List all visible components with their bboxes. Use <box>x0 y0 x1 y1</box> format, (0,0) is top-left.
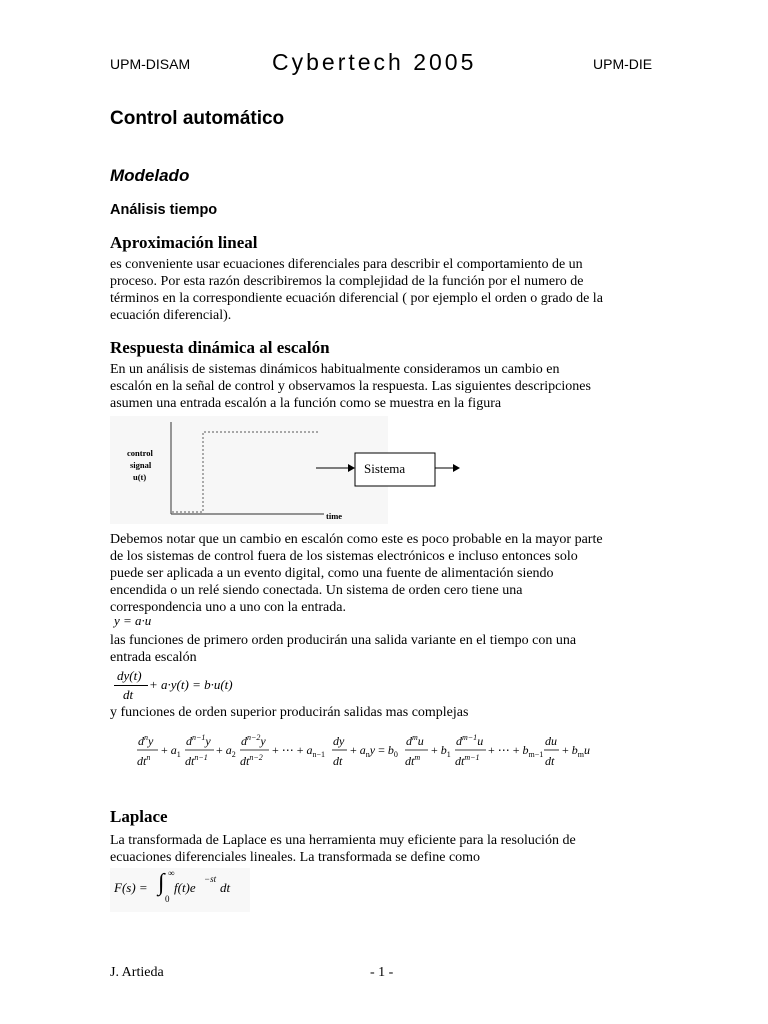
laplace-dt: dt <box>220 880 231 895</box>
text-line: correspondencia uno a uno con la entrada. <box>110 600 346 615</box>
laplace-heading: Laplace <box>110 807 168 826</box>
laplace-paragraph <box>110 832 658 866</box>
eq-term: $dt^m$ <box>405 753 421 768</box>
text-line: puede ser aplicada a un evento digital, como una fuente de alimentación siendo <box>110 566 554 581</box>
text-line: de los sistemas de control fuera de los sistemas electrónicos e incluso entonces solo <box>110 549 578 564</box>
text-line: La transformada de Laplace es una herramienta muy eficiente para la resolución de <box>110 833 576 848</box>
equation-laplace <box>110 868 250 912</box>
eq-first-denominator: dt <box>123 687 134 702</box>
eq-term: $dt^{n-1}$ <box>185 753 208 768</box>
text-line: proceso. Por esta razón describiremos la complejidad de la función por el numero de <box>110 274 584 289</box>
text-line: ecuaciones diferenciales lineales. La transformada se define como <box>110 850 481 865</box>
text-line: encendida o un relé siendo conectada. Un sistema de orden cero tiene una <box>110 583 523 598</box>
text-line: En un análisis de sistemas dinámicos habitualmente consideramos un cambio en <box>110 362 560 377</box>
eq-term: $d^mu$ <box>406 733 424 748</box>
laplace-lhs: F(s) = <box>114 880 148 895</box>
text-line: asumen una entrada escalón a la función como se muestra en la figura <box>110 396 502 411</box>
eq-term: + $a_2$ <box>216 743 236 759</box>
equation-zero-order: y = a·u <box>114 613 152 628</box>
output-arrowhead <box>453 464 460 472</box>
header-left: UPM-DISAM <box>110 56 191 72</box>
first-order-paragraph <box>110 632 658 666</box>
text-line: escalón en la señal de control y observamos la respuesta. Las siguientes descripciones <box>110 379 591 394</box>
ylabel-line-1: control <box>127 448 153 458</box>
integral-sign: ∫ <box>158 870 165 896</box>
eq-term: $d^{m-1}u$ <box>456 733 484 748</box>
text-line: las funciones de primero orden producirán una salida variante en el tiempo con una <box>110 633 577 648</box>
text-line: es conveniente usar ecuaciones diferenciales para describir el comportamiento de un <box>110 257 583 272</box>
ylabel-line-2: signal <box>130 460 152 470</box>
header-title: Cybertech 2005 <box>272 49 477 75</box>
eq-term: du <box>545 734 557 748</box>
header-right: UPM-DIE <box>593 56 653 72</box>
eq-term: dy <box>333 734 345 748</box>
xlabel: time <box>326 511 343 521</box>
equation-first-order <box>114 668 254 702</box>
step-response-figure <box>110 416 470 524</box>
eq-term: + ⋯ + $b_{m-1}$ <box>488 743 544 759</box>
body2-paragraph <box>110 531 658 616</box>
ylabel-line-3: u(t) <box>133 472 147 482</box>
higher-order-paragraph <box>110 704 658 721</box>
laplace-body: f(t)e <box>174 880 196 895</box>
aprox-paragraph <box>110 256 658 324</box>
integral-lower: 0 <box>165 894 170 904</box>
text-line: términos en la correspondiente ecuación diferencial ( por ejemplo el orden o grado de la <box>110 291 603 306</box>
system-label: Sistema <box>364 461 406 476</box>
eq-term: $d^{n-1}y$ <box>186 733 211 748</box>
eq-first-numerator: dy(t) <box>117 668 142 683</box>
text-line: Debemos notar que un cambio en escalón como este es poco probable en la mayor parte <box>110 532 603 547</box>
aprox-heading: Aproximación lineal <box>110 233 258 252</box>
eq-term: $d^ny$ <box>138 733 154 748</box>
laplace-exponent: −st <box>204 874 217 884</box>
footer-author: J. Artieda <box>110 965 164 980</box>
eq-first-rest: + a·y(t) = b·u(t) <box>149 677 233 692</box>
respuesta-paragraph <box>110 361 658 412</box>
section-heading: Modelado <box>110 166 190 185</box>
text-line: entrada escalón <box>110 650 197 665</box>
text-line: ecuación diferencial). <box>110 308 232 323</box>
respuesta-heading: Respuesta dinámica al escalón <box>110 338 330 357</box>
eq-term: $dt^n$ <box>137 753 151 768</box>
eq-term: + $b_1$ <box>431 743 451 759</box>
fraction-bar <box>114 685 148 686</box>
subsection-heading: Análisis tiempo <box>110 202 218 218</box>
eq-term: $d^{n-2}y$ <box>241 733 266 748</box>
eq-term: + $b_mu$ <box>562 743 591 759</box>
equation-higher-order <box>134 732 604 772</box>
page-title: Control automático <box>110 108 285 129</box>
text-line: y funciones de orden superior producirán salidas mas complejas <box>110 705 469 720</box>
page-number: - 1 - <box>370 965 394 980</box>
eq-term: + ⋯ + $a_{n-1}$ <box>272 743 326 759</box>
eq-term: dt <box>333 754 343 768</box>
integral-upper: ∞ <box>168 868 175 878</box>
eq-term: $dt^{n-2}$ <box>240 753 263 768</box>
eq-term: + $a_1$ <box>161 743 181 759</box>
eq-term: dt <box>545 754 555 768</box>
eq-term: + $a_ny = b_0$ <box>350 743 398 759</box>
eq-term: $dt^{m-1}$ <box>455 753 480 768</box>
